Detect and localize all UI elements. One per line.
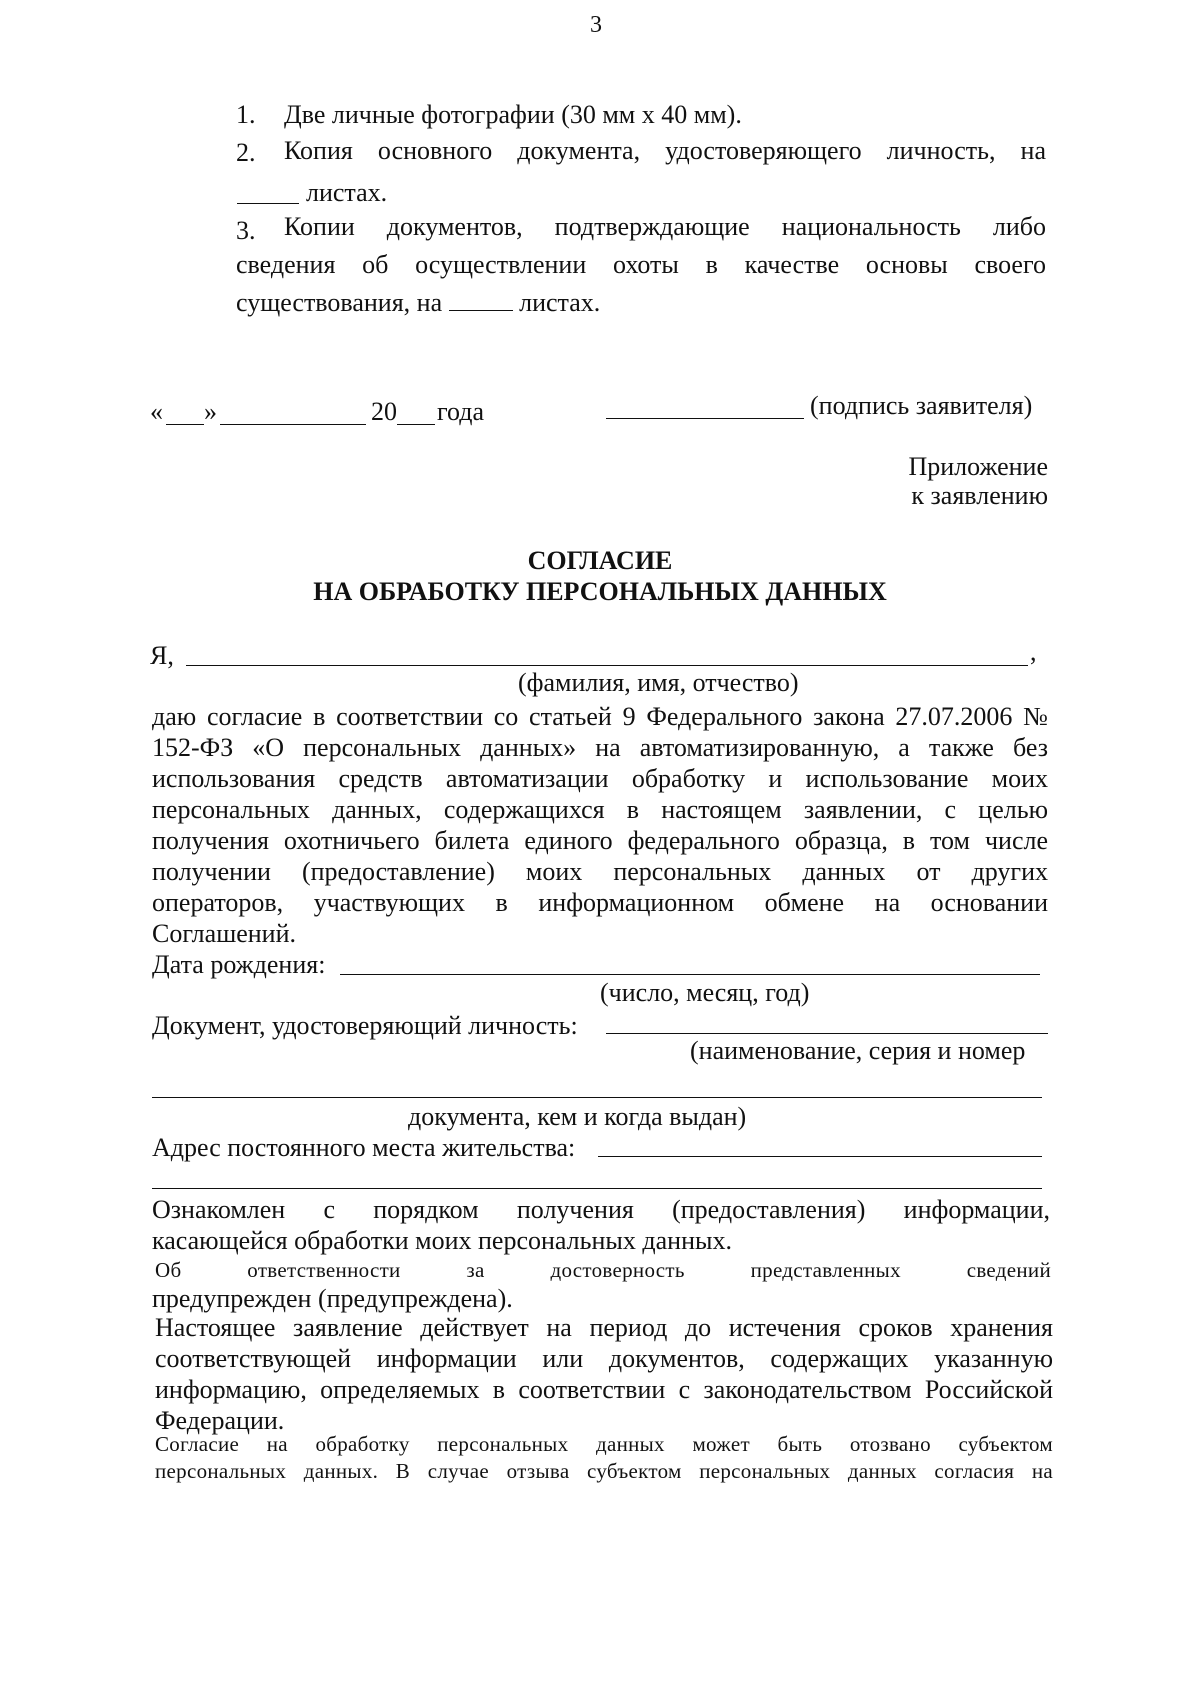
responsibility-line-1: Об ответственности за достоверность представленных сведений [155,1258,1051,1282]
attachment-item-3-line-3-end: листах. [519,288,601,317]
attachment-item-3-line-3 [236,288,600,318]
date-year-suffix: года [437,397,485,426]
validity-line-1: Настоящее заявление действует на период до истечения сроков хранения [155,1313,1053,1342]
fio-blank [186,665,1028,666]
consent-title-line-1: СОГЛАСИЕ [527,546,673,575]
consent-body-line-5: получения охотничьего билета единого федерального образца, в том числе [152,826,1048,855]
birth-date-blank [340,974,1040,975]
consent-body-line-1: даю согласие в соответствии со статьей 9 Федерального закона 27.07.2006 № [152,702,1048,731]
consent-body-line-3: использования средств автоматизации обработку и использование моих [152,764,1048,793]
consent-body-line-2: 152-ФЗ «О персональных данных» на автоматизированную, а также без [152,733,1048,762]
date-open-quote: « [150,397,163,426]
date-day-blank [166,424,204,425]
attachment-item-1-text: Две личные фотографии (30 мм х 40 мм). [284,100,742,129]
date-year-blank [397,424,435,425]
familiar-line-1: Ознакомлен с порядком получения (предоставления) информации, [152,1195,1050,1224]
address-blank [598,1156,1042,1157]
address-blank-2 [152,1188,1042,1189]
responsibility-line-2: предупрежден (предупреждена). [152,1284,513,1313]
consent-body-line-7: операторов, участвующих в информационном обмене на основании [152,888,1048,917]
attachment-item-3-line-2: сведения об осуществлении охоты в качестве основы своего [236,250,1046,279]
attachment-item-1-number: 1. [236,100,256,129]
consent-body-line-4: персональных данных, содержащихся в настоящем заявлении, с целью [152,795,1048,824]
attachment-item-3-line-3-text: существования, на [236,288,443,317]
page-number: 3 [590,12,602,38]
date-year-prefix: 20 [371,397,397,426]
birth-date-caption: (число, месяц, год) [600,978,810,1007]
consent-body-line-6: получении (предоставление) моих персональных данных от других [152,857,1048,886]
id-document-caption-2: документа, кем и когда выдан) [408,1102,747,1131]
birth-date-label: Дата рождения: [152,950,326,979]
validity-line-2: соответствующей информации или документов, содержащих указанную [155,1344,1053,1373]
attachment-item-2-number: 2. [236,138,256,167]
sheets-count-blank [237,203,299,204]
date-month-blank [220,424,366,425]
fio-caption: (фамилия, имя, отчество) [518,668,799,697]
attachment-item-2-text: Копия основного документа, удостоверяющего личность, на [284,136,1046,165]
signature-blank [606,418,804,419]
attachment-item-3-number: 3. [236,216,256,245]
withdraw-line-1: Согласие на обработку персональных данных может быть отозвано субъектом [155,1432,1053,1456]
sheets-count-blank-2 [449,288,513,311]
fio-comma: , [1030,637,1037,666]
consent-body-last-line: Соглашений. [152,919,297,948]
attachment-item-3-line-1: Копии документов, подтверждающие национальность либо [284,212,1046,241]
id-document-label: Документ, удостоверяющий личность: [152,1011,578,1040]
attachment-item-2-continuation: листах. [306,178,388,207]
annex-line-1: Приложение [908,452,1048,481]
address-label: Адрес постоянного места жительства: [152,1133,576,1162]
id-document-blank [606,1033,1048,1034]
signature-label: (подпись заявителя) [810,391,1033,420]
withdraw-line-2: персональных данных. В случае отзыва субъектом персональных данных согласия на [155,1459,1053,1483]
validity-last-line: Федерации. [155,1406,285,1435]
consent-title-line-2: НА ОБРАБОТКУ ПЕРСОНАЛЬНЫХ ДАННЫХ [313,577,887,606]
familiar-line-2: касающейся обработки моих персональных данных. [152,1226,732,1255]
i-label: Я, [150,641,174,670]
id-document-blank-2 [152,1097,1042,1098]
id-document-caption-1: (наименование, серия и номер [690,1036,1026,1065]
annex-line-2: к заявлению [911,481,1048,510]
validity-line-3: информацию, определяемых в соответствии с законодательством Российской [155,1375,1053,1404]
date-close-quote: » [204,397,217,426]
